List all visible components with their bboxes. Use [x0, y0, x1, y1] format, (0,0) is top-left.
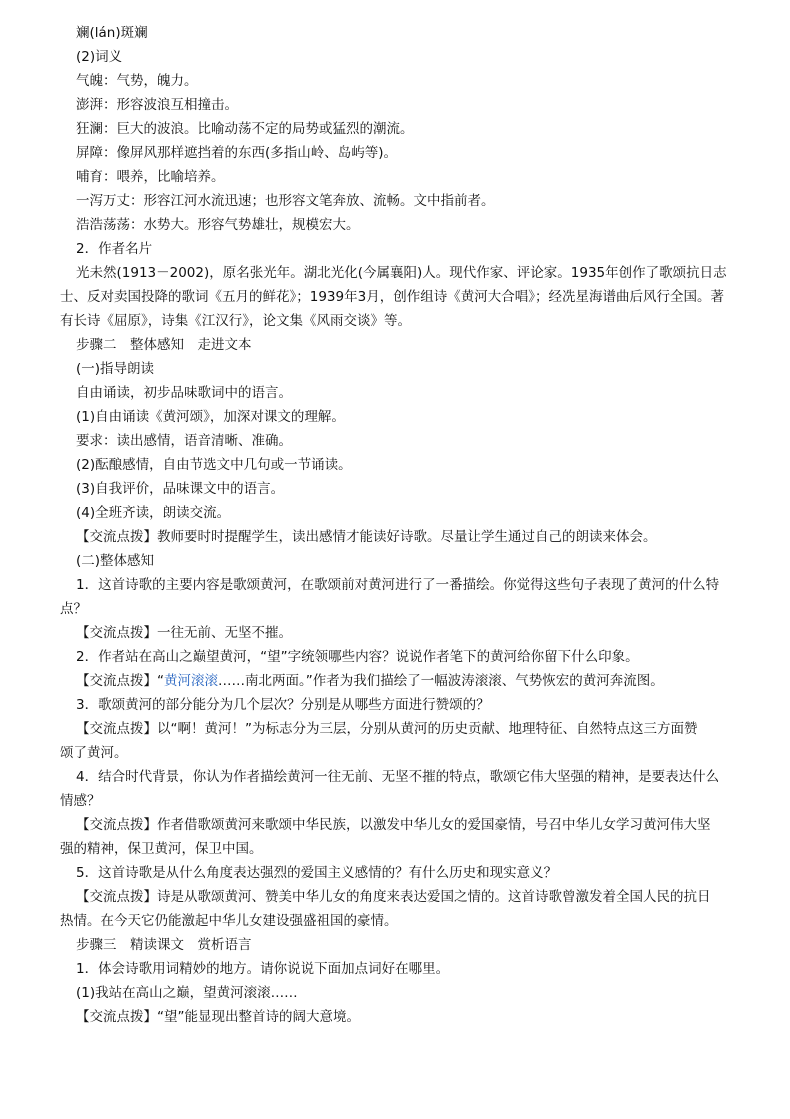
question-line: 5．这首诗歌是从什么角度表达强烈的爱国主义感情的？有什么历史和现实意义？ — [76, 865, 558, 881]
answer-line: 【交流点拨】诗是从歌颂黄河、赞美中华儿女的角度来表达爱国之情的。这首诗歌曾激发着全国人民的抗日 — [76, 889, 711, 905]
text-line: 澎湃：形容波浪互相撞击。 — [76, 97, 238, 113]
answer-line: 颂了黄河。 — [60, 745, 128, 761]
question-line: 3．歌颂黄河的部分能分为几个层次？分别是从哪些方面进行赞颂的？ — [76, 697, 490, 713]
section-heading: 2．作者名片 — [76, 241, 153, 257]
answer-line: 【交流点拨】一往无前、无坚不摧。 — [76, 625, 292, 641]
text-line: 士、反对卖国投降的歌词《五月的鲜花》；1939年3月，创作组诗《黄河大合唱》；经冼星海谱曲后风行全国。著 — [60, 289, 724, 305]
question-line: 1．这首诗歌的主要内容是歌颂黄河，在歌颂前对黄河进行了一番描绘。你觉得这些句子表现了黄河的什么特 — [76, 577, 720, 593]
text-line: (二)整体感知 — [76, 553, 155, 569]
text-line: 斓(lán)斑斓 — [76, 25, 148, 41]
text-line: 一泻万丈：形容江河水流迅速；也形容文笔奔放、流畅。文中指前者。 — [76, 193, 495, 209]
text-line: 狂澜：巨大的波浪。比喻动荡不定的局势或猛烈的潮流。 — [76, 121, 414, 137]
answer-line: 【交流点拨】作者借歌颂黄河来歌颂中华民族，以激发中华儿女的爱国豪情，号召中华儿女学习黄河伟大坚 — [76, 817, 711, 833]
answer-line: 热情。在今天它仍能激起中华儿女建设强盛祖国的豪情。 — [60, 913, 398, 929]
text-line: 浩浩荡荡：水势大。形容气势雄壮，规模宏大。 — [76, 217, 360, 233]
question-line: 2．作者站在高山之巅望黄河，“望”字统领哪些内容？说说作者笔下的黄河给你留下什么印象。 — [76, 649, 639, 665]
text-line: 光未然(1913－2002)，原名张光年。湖北光化(今属襄阳)人。现代作家、评论家。1935年创作了歌颂抗日志 — [76, 265, 727, 281]
text-line: (3)自我评价，品味课文中的语言。 — [76, 481, 285, 497]
text-line: (1)我站在高山之巅，望黄河滚滚…… — [76, 985, 298, 1001]
question-line: 1．体会诗歌用词精妙的地方。请你说说下面加点词好在哪里。 — [76, 961, 450, 977]
answer-line: 【交流点拨】“望”能显现出整首诗的阔大意境。 — [76, 1009, 360, 1025]
text-line: 哺育：喂养，比喻培养。 — [76, 169, 225, 185]
step-heading: 步骤二 整体感知 走进文本 — [76, 337, 252, 353]
text-line: 气魄：气势，魄力。 — [76, 73, 198, 89]
text-line: (4)全班齐读，朗读交流。 — [76, 505, 231, 521]
text-line: 要求：读出感情，语音清晰、准确。 — [76, 433, 292, 449]
step-heading: 步骤三 精读课文 赏析语言 — [76, 937, 252, 953]
text-line: (一)指导朗读 — [76, 361, 155, 377]
text-line: (1)自由诵读《黄河颂》，加深对课文的理解。 — [76, 409, 345, 425]
text-line: 【交流点拨】教师要时时提醒学生，读出感情才能读好诗歌。尽量让学生通过自己的朗读来体会。 — [76, 529, 657, 545]
text-line: (2)酝酿感情，自由节选文中几句或一节诵读。 — [76, 457, 352, 473]
answer-line: 强的精神，保卫黄河，保卫中国。 — [60, 841, 263, 857]
text-line: (2)词义 — [76, 49, 123, 65]
question-line: 点？ — [60, 601, 87, 617]
text-line: 自由诵读，初步品味歌词中的语言。 — [76, 385, 292, 401]
answer-rest: ……南北两面。”作者为我们描绘了一幅波涛滚滚、气势恢宏的黄河奔流图。 — [218, 673, 664, 689]
answer-line: 【交流点拨】以“啊！黄河！”为标志分为三层，分别从黄河的历史贡献、地理特征、自然特点这三方面赞 — [76, 721, 698, 737]
text-line: 屏障：像屏风那样遮挡着的东西(多指山岭、岛屿等)。 — [76, 145, 398, 161]
question-line: 情感？ — [60, 793, 101, 809]
highlighted-quote: 黄河滚滚 — [164, 673, 218, 689]
answer-prefix: 【交流点拨】“ — [76, 673, 164, 689]
question-line: 4．结合时代背景，你认为作者描绘黄河一往无前、无坚不摧的特点，歌颂它伟大坚强的精神，是要表达什么 — [76, 769, 720, 785]
answer-line — [76, 672, 664, 690]
text-line: 有长诗《屈原》，诗集《江汉行》，论文集《风雨交谈》等。 — [60, 313, 411, 329]
